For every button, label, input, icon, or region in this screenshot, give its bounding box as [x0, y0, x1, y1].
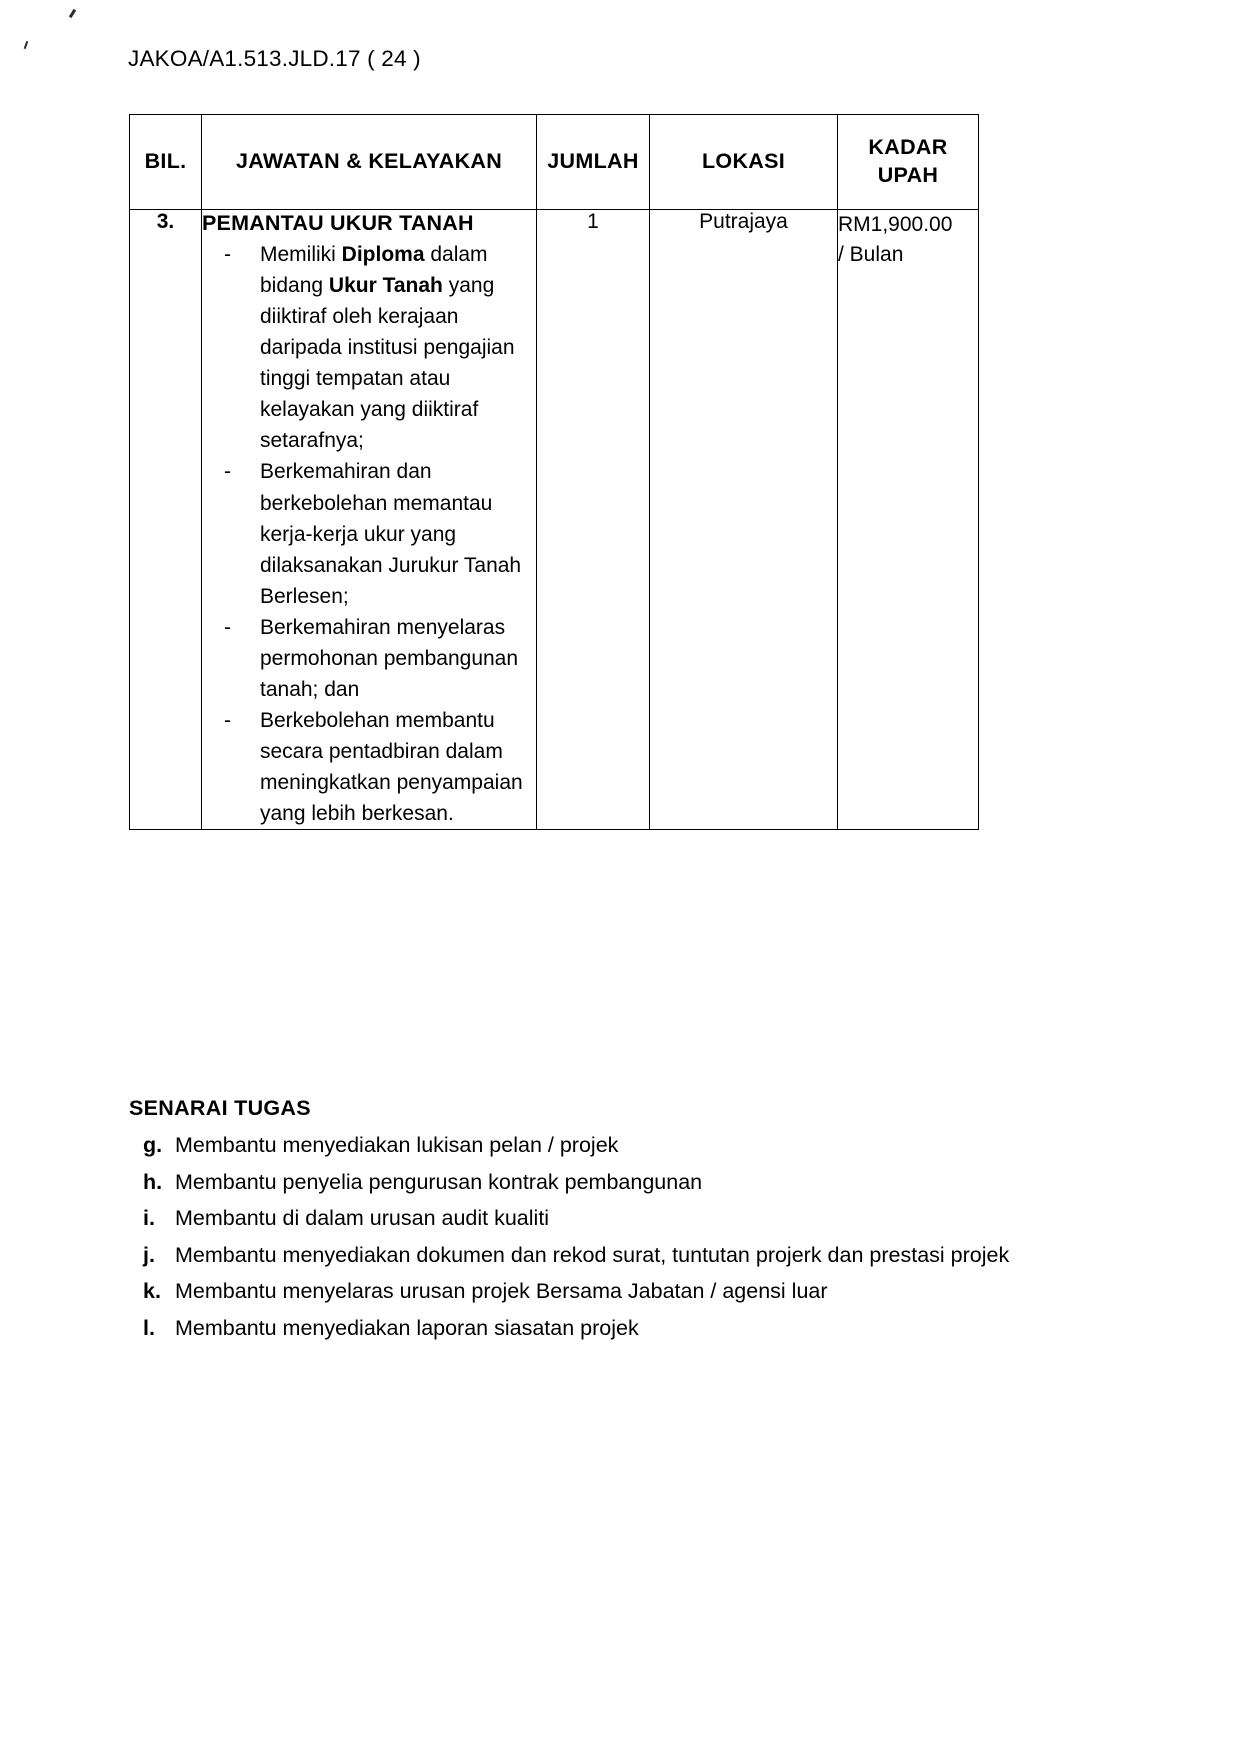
task-item-marker: k. [143, 1279, 161, 1304]
column-header-lokasi: LOKASI [650, 115, 838, 210]
qualification-item [202, 456, 536, 611]
task-item-text: Membantu menyediakan laporan siasatan projek [175, 1315, 639, 1340]
cell-jumlah: 1 [537, 210, 650, 830]
qualification-text: Berkemahiran menyelaras permohonan pembangunan tanah; dan [260, 615, 519, 701]
qualification-text: dalam bidang [260, 242, 488, 297]
job-title: PEMANTAU UKUR TANAH [202, 211, 474, 235]
cell-lokasi: Putrajaya [650, 210, 838, 830]
column-header-kadar-upah [838, 115, 979, 210]
task-item-text: Membantu di dalam urusan audit kualiti [175, 1206, 550, 1231]
scan-artifact-mark [69, 9, 76, 18]
table-row [130, 210, 979, 830]
kadar-upah-line-1: KADAR [868, 135, 948, 160]
task-item-text: Membantu menyelaras urusan projek Bersama Jabatan / agensi luar [175, 1279, 828, 1304]
task-item [129, 1203, 1089, 1235]
jobs-table-body [130, 210, 979, 830]
jobs-table-head [130, 115, 979, 210]
qualification-text: Memiliki [260, 242, 342, 266]
senarai-tugas-section [129, 1096, 1089, 1350]
cell-bil: 3. [130, 210, 202, 830]
qualification-item [202, 612, 536, 705]
qualification-text: yang diiktiraf oleh kerajaan daripada institusi pengajian tinggi tempatan atau kelayakan yang diiktiraf setarafnya; [260, 273, 515, 453]
task-item [129, 1313, 1089, 1345]
jobs-table [129, 114, 979, 830]
task-item-marker: l. [143, 1315, 155, 1340]
task-item-text: Membantu menyediakan dokumen dan rekod surat, tuntutan projerk dan prestasi projek [175, 1242, 1010, 1267]
table-header-row [130, 115, 979, 210]
column-header-bil: BIL. [130, 115, 202, 210]
task-item [129, 1240, 1089, 1272]
task-item-text: Membantu penyelia pengurusan kontrak pembangunan [175, 1169, 703, 1194]
qualification-item [202, 239, 536, 457]
task-item-marker: i. [143, 1206, 155, 1231]
task-list [129, 1130, 1089, 1345]
task-item [129, 1167, 1089, 1199]
senarai-tugas-heading: SENARAI TUGAS [129, 1096, 311, 1120]
kadar-amount: RM1,900.00 [838, 213, 953, 236]
scan-artifact-mark [24, 41, 29, 49]
task-item [129, 1276, 1089, 1308]
jobs-table-container [129, 114, 978, 830]
qualification-dash-marker: - [224, 709, 231, 733]
task-item [129, 1130, 1089, 1162]
document-reference: JAKOA/A1.513.JLD.17 ( 24 ) [128, 46, 421, 71]
qualification-item [202, 705, 536, 829]
qualification-dash-marker: - [224, 242, 231, 266]
qualification-list [202, 239, 536, 829]
task-item-marker: g. [143, 1133, 163, 1157]
kadar-upah-line-2: UPAH [877, 163, 939, 187]
qualification-text: Berkebolehan membantu secara pentadbiran dalam meningkatkan penyampaian yang lebih berkesan. [260, 709, 523, 826]
qualification-dash-marker: - [224, 460, 231, 484]
kadar-period: / Bulan [838, 243, 904, 267]
cell-kadar-upah [838, 210, 979, 830]
qualification-text-emphasis: Diploma [341, 242, 425, 266]
column-header-jumlah: JUMLAH [537, 115, 650, 210]
qualification-text-emphasis: Ukur Tanah [328, 273, 443, 297]
task-item-marker: h. [143, 1169, 163, 1194]
qualification-text: Berkemahiran dan berkebolehan memantau kerja-kerja ukur yang dilaksanakan Jurukur Tanah Berlesen; [260, 460, 522, 608]
task-item-text: Membantu menyediakan lukisan pelan / projek [175, 1133, 619, 1157]
cell-jawatan-kelayakan [202, 210, 537, 830]
column-header-jawatan: JAWATAN & KELAYAKAN [202, 115, 537, 210]
qualification-dash-marker: - [224, 615, 231, 639]
task-item-marker: j. [143, 1242, 155, 1267]
